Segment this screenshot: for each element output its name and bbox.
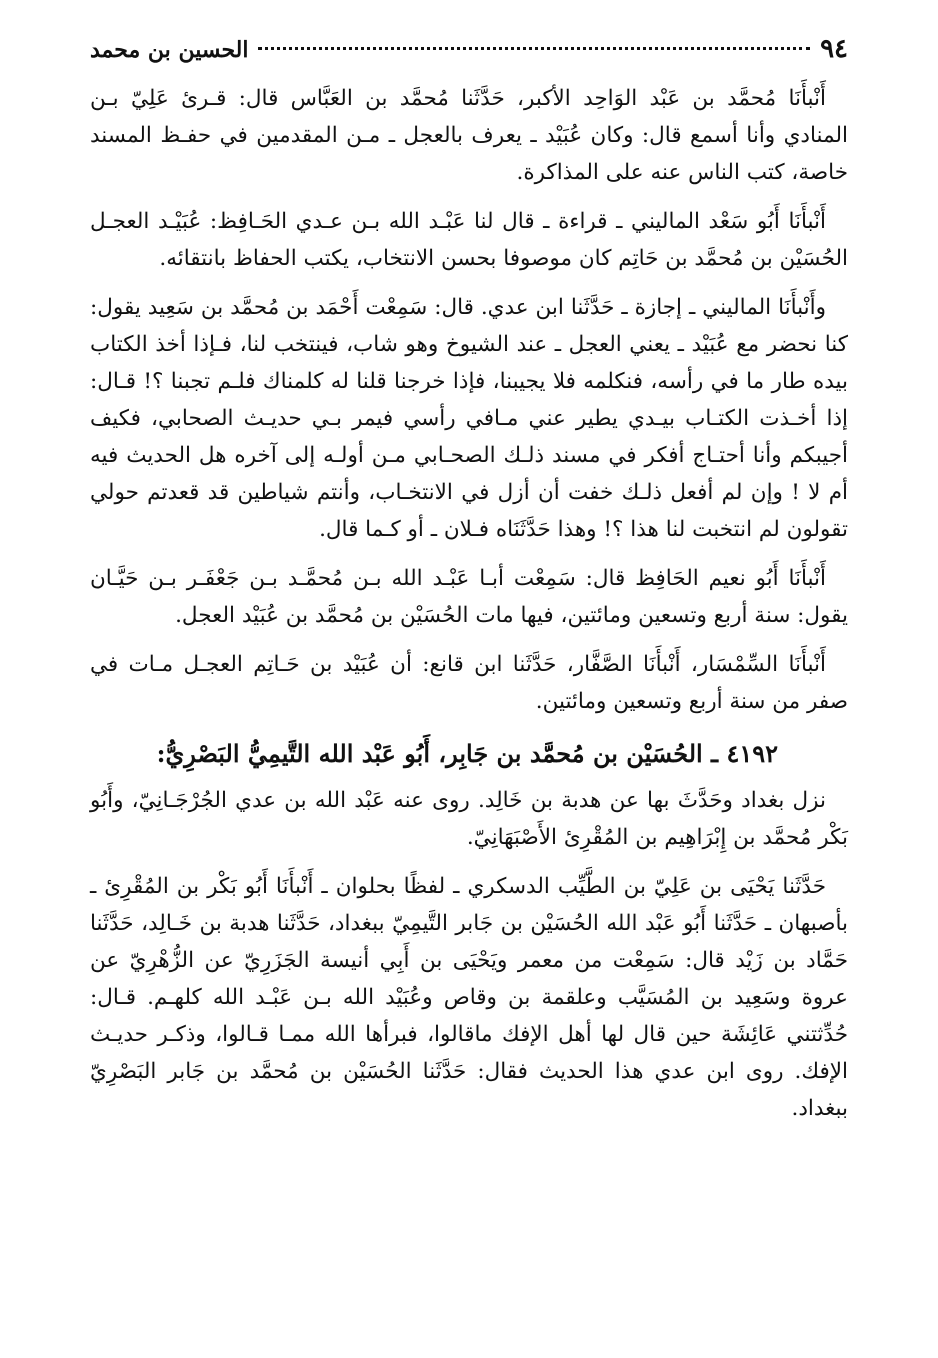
paragraph-5: أَنْبأَنَا السِّمْسَار، أَنْبأَنَا الصَّفَّار، حَدَّثَنا ابن قانع: أن عُبَيْد بن حَـاتِم العجـل مـات في صفر من سنة أربع وتسعين ومائتين. — [90, 652, 848, 714]
header-dotted-leader — [258, 47, 810, 50]
page-header — [90, 34, 848, 74]
paragraph-6: نزل بغداد وحَدَّثَ بها عن هدبة بن خَالِد. روى عنه عَبْد الله بن عدي الجُرْجَـانِيّ، وأَبُو بَكْر مُحمَّد بن إِبْرَاهِيم بن المُقْرِئ الأَصْبَهَانِيّ. — [90, 788, 848, 850]
running-title: الحسين بن محمد — [90, 37, 249, 63]
biography-entry-heading: ٤١٩٢ ـ الحُسَيْن بن مُحمَّد بن جَابِر، أَبُو عَبْد الله التَّيمِيُّ البَصْرِيُّ: — [156, 739, 778, 768]
paragraph-2: أَنْبأَنَا أَبُو سَعْد الماليني ـ قراءة ـ قال لنا عَبْـد الله بـن عـدي الحَـافِظ: عُبَيْـد العجـل الحُسَيْن بن مُحمَّد بن حَاتِم كان موصوفا بحسن الانتخاب، يكتب الحفاظ بانتقائه. — [90, 209, 848, 271]
paragraph-3: وأَنْبأَنَا الماليني ـ إجازة ـ حَدَّثَنا ابن عدي. قال: سَمِعْت أَحْمَد بن مُحمَّد بن سَعِيد يقول: كنا نحضر مع عُبَيْد ـ يعني العجل ـ عند الشيوخ وهو شاب، فينتخب لنا، فـإذا أخذ الكتاب بيده طار ما في رأسه، فنكلمه فلا يجيبنا، فإذا خرجنا قلنا له كلمناك فلـم تجبنا ؟! قـال: إذا أخـذت الكتـاب بيـدي يطير عني مـافي رأسي فيمر بـي حديـث الصحابي، فكيف أجيبكم وأنا أحتـاج أفكر في مسند ذلـك الصحـابي مـن أولـه إلى آخره هل الحديث فيه أم لا ! وإن لم أفعل ذلـك خفت أن أزل في الانتخـاب، وأنتم شياطين قد قعدتم حولي تقولون لم انتخبت لنا هذا ؟! وهذا حَدَّثَنَاه فـلان ـ أو كـما قال. — [90, 295, 848, 542]
paragraph-7: حَدَّثَنا يَحْيَى بن عَلِيّ بن الطَّيِّب الدسكري ـ لفظًا بحلوان ـ أَنْبأَنَا أَبُو بَكْر بن المُقْرِئ ـ بأصبهان ـ حَدَّثَنا أَبُو عَبْد الله الحُسَيْن بن جَابر التَّيمِيّ ببغداد، حَدَّثَنا هدبة بن خَـالِد، حَدَّثَنا حَمَّاد بن زَيْد قال: سَمِعْت من معمر ويَحْيَى بن أَبِي أنيسة الجَزَرِيّ عن الزُّهْرِيّ عن عروة وسَعِيد بن المُسَيَّب وعلقمة بن وقاص وعُبَيْد الله بـن عَبْـد الله كلهـم. قـال: حُدِّثتني عَائِشَة حين قال لها أهل الإفك ماقالوا، فبرأها الله ممـا قـالوا، وذكـر حديـث الإفك. روى ابن عدي هذا الحديث فقال: حَدَّثَنا الحُسَيْن بن مُحمَّد بن جَابر البَصْرِيّ ببغداد. — [90, 874, 848, 1121]
paragraph-1: أَنْبأَنَا مُحمَّد بن عَبْد الوَاحِد الأكبر، حَدَّثَنا مُحمَّد بن العَبَّاس قال: قـرئ عَلِيّ بـن المنادي وأنا أسمع قال: وكان عُبَيْد ـ يعرف بالعجل ـ مـن المقدمين في حفـظ المسند خاصة، كتب الناس عنه على المذاكرة. — [90, 86, 848, 185]
page-number: ٩٤ — [820, 34, 848, 64]
paragraph-4: أَنْبأَنَا أَبُو نعيم الحَافِظ قال: سَمِعْت أبـا عَبْـد الله بـن مُحمَّـد بـن جَعْفَـر بـن حَيَّـان يقول: سنة أربع وتسعين ومائتين، فيها مات الحُسَيْن بن مُحمَّد بن عُبَيْد العجل. — [90, 566, 848, 628]
